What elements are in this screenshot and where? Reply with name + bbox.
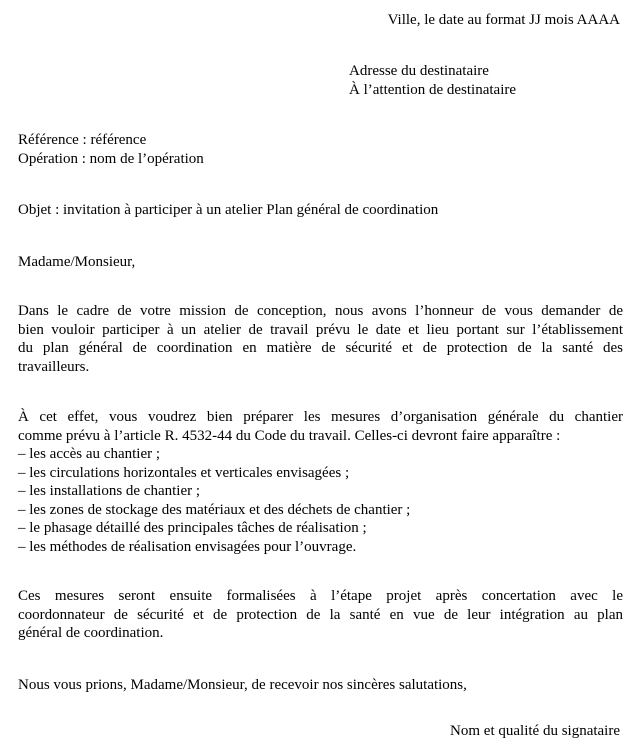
list-item: – les installations de chantier ; bbox=[18, 483, 201, 499]
paragraph-line: coordonnateur de sécurité et de protection de la santé en vue de leur intégration au plan bbox=[18, 606, 623, 623]
paragraph-line: À cet effet, vous voudrez bien préparer les mesures d’organisation générale du chantier bbox=[18, 409, 623, 425]
paragraph-line: comme prévu à l’article R. 4532-44 du Code du travail. Celles-ci devront faire apparaître : bbox=[18, 427, 561, 444]
paragraph-line: bien vouloir participer à un atelier de travail prévu le date et lieu portant sur l’établissement bbox=[18, 321, 623, 338]
paragraph-formalisation bbox=[18, 587, 623, 643]
recipient-address: Adresse du destinataire bbox=[349, 63, 489, 79]
salutation: Madame/Monsieur, bbox=[18, 254, 136, 270]
paragraph-mission bbox=[18, 302, 623, 376]
paragraph-measures bbox=[18, 408, 623, 556]
reference-line: Référence : référence bbox=[18, 132, 147, 148]
list-item: – le phasage détaillé des principales tâches de réalisation ; bbox=[18, 520, 367, 536]
object-line: Objet : invitation à participer à un atelier Plan général de coordination bbox=[18, 202, 439, 218]
paragraph-line: Dans le cadre de votre mission de conception, nous avons l’honneur de vous demander de bbox=[18, 303, 623, 319]
paragraph-line: Ces mesures seront ensuite formalisées à l’étape projet après concertation avec le bbox=[18, 588, 623, 604]
reference-block bbox=[18, 131, 204, 168]
closing-line: Nous vous prions, Madame/Monsieur, de recevoir nos sincères salutations, bbox=[18, 677, 467, 693]
list-item: – les accès au chantier ; bbox=[18, 446, 161, 462]
paragraph-line: travailleurs. bbox=[18, 358, 90, 375]
signature-line: Nom et qualité du signataire bbox=[450, 723, 620, 739]
recipient-block bbox=[349, 62, 516, 99]
operation-line: Opération : nom de l’opération bbox=[18, 150, 204, 167]
list-item: – les méthodes de réalisation envisagées pour l’ouvrage. bbox=[18, 538, 357, 555]
list-item: – les circulations horizontales et verticales envisagées ; bbox=[18, 464, 350, 481]
measures-list bbox=[18, 445, 623, 556]
paragraph-line: du plan général de coordination en matière de sécurité et de protection de la santé des bbox=[18, 340, 623, 356]
paragraph-line: général de coordination. bbox=[18, 625, 164, 641]
list-item: – les zones de stockage des matériaux et des déchets de chantier ; bbox=[18, 501, 411, 518]
recipient-attention: À l’attention de destinataire bbox=[349, 81, 517, 98]
date-line: Ville, le date au format JJ mois AAAA bbox=[387, 12, 620, 28]
